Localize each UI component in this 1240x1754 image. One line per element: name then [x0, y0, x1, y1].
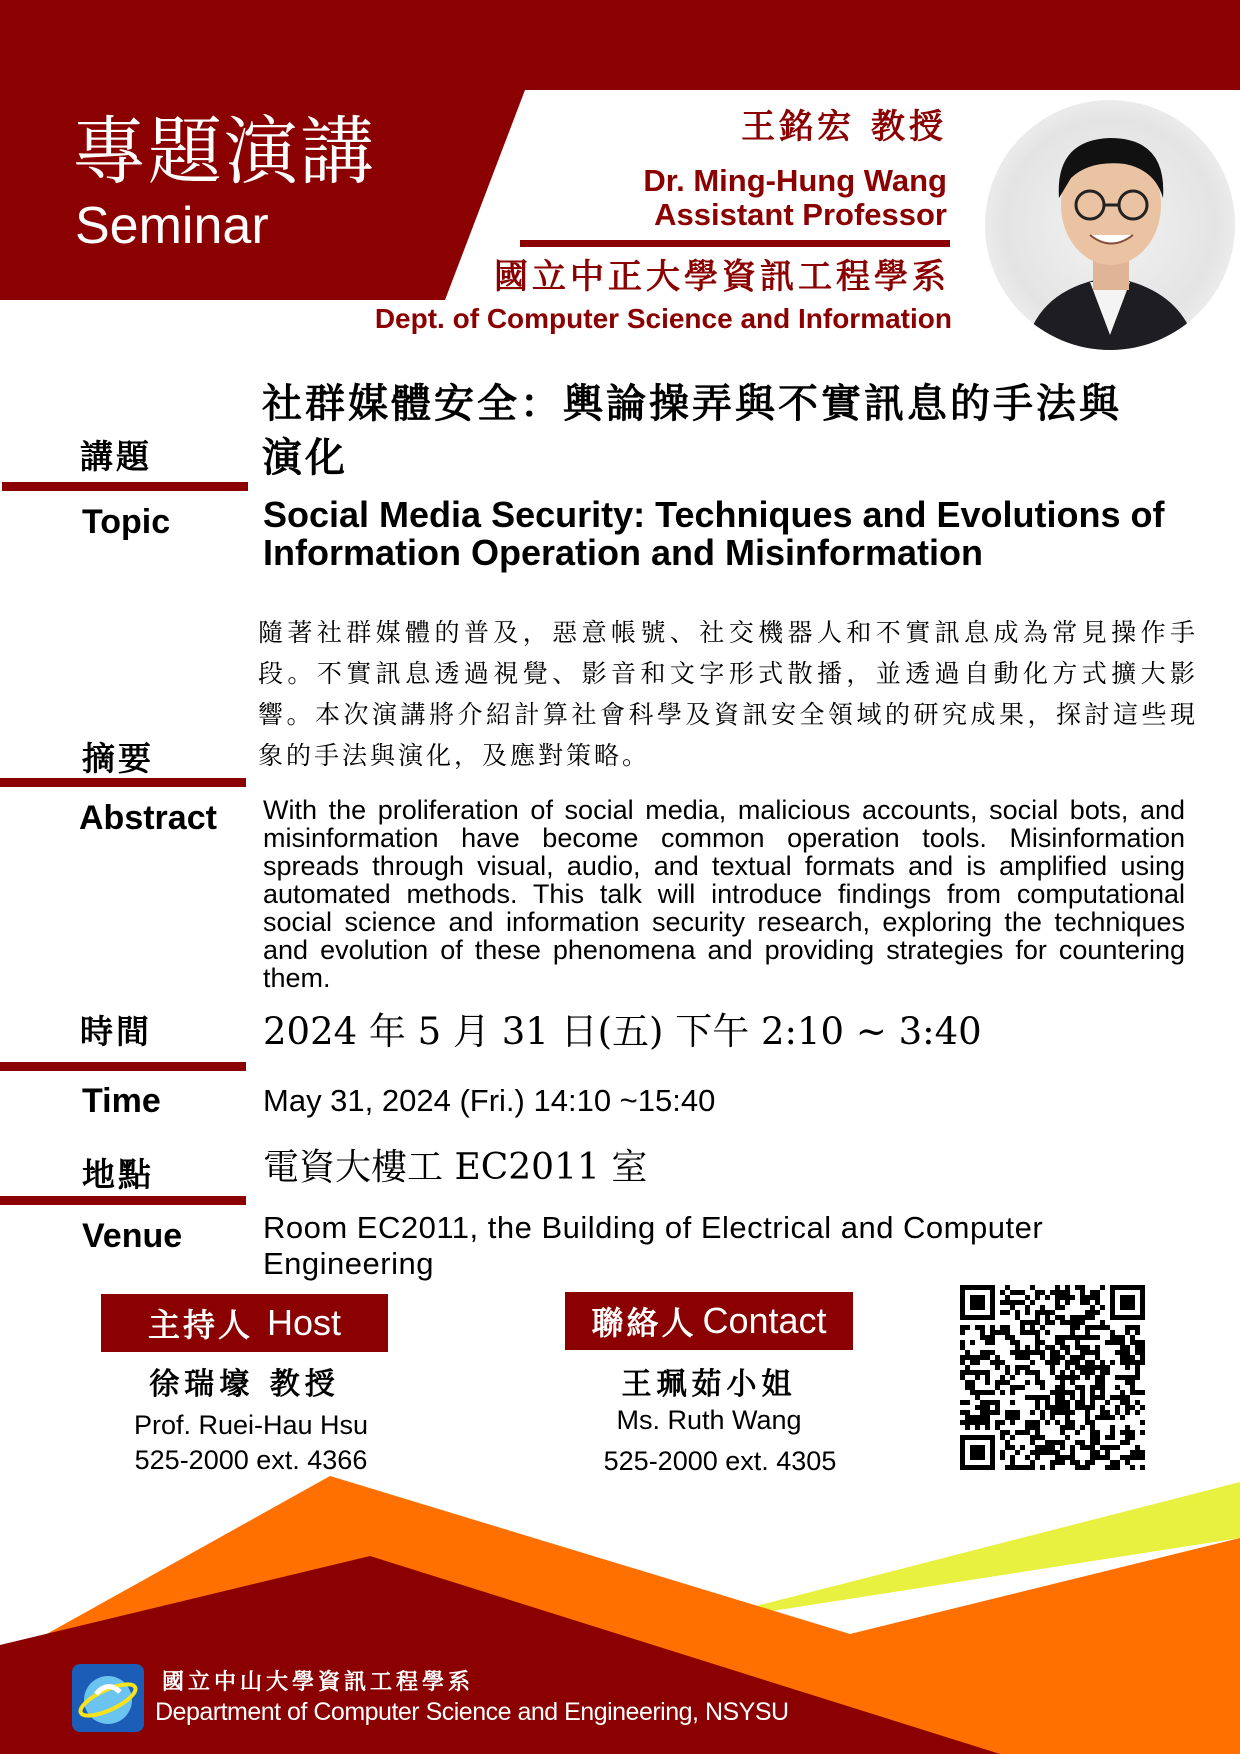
- speaker-title-en: Assistant Professor: [654, 197, 947, 232]
- topic-divider: [2, 482, 248, 491]
- contact-label-zh: 聯絡人: [591, 1304, 697, 1342]
- time-divider: [0, 1062, 246, 1071]
- host-name-zh: 徐瑞壕 教授: [149, 1367, 340, 1402]
- topic-text-en: Social Media Security: Techniques and Evolutions of Information Operation and Misinformation: [263, 494, 1165, 573]
- speaker-photo: [985, 100, 1235, 350]
- time-text-en: May 31, 2024 (Fri.) 14:10 ~15:40: [263, 1083, 716, 1118]
- time-label-en: Time: [82, 1082, 161, 1120]
- venue-text-zh: 電資大樓工 EC2011 室: [263, 1147, 648, 1188]
- contact-label-en: Contact: [702, 1300, 827, 1341]
- time-label-zh: 時間: [80, 1012, 152, 1051]
- contact-tag: [565, 1292, 853, 1350]
- speaker-dept-en: Dept. of Computer Science and Information: [374, 303, 952, 334]
- qr-finder-1: [1110, 1285, 1145, 1320]
- abstract-label-en: Abstract: [79, 799, 217, 837]
- host-label-en: Host: [266, 1302, 342, 1343]
- speaker-divider: [520, 240, 950, 247]
- host-label-zh: 主持人: [147, 1306, 253, 1344]
- venue-divider: [0, 1196, 246, 1205]
- nsysu-logo: [72, 1664, 144, 1732]
- seminar-title-en: Seminar: [75, 197, 269, 255]
- topic-label-zh: 講題: [80, 437, 152, 476]
- abstract-divider: [0, 778, 246, 787]
- footer-dept-zh: 國立中山大學資訊工程學系: [162, 1669, 475, 1695]
- speaker-name-zh: 王銘宏 教授: [741, 107, 947, 147]
- footer-dept-en: Department of Computer Science and Engineering, NSYSU: [155, 1698, 789, 1726]
- venue-label-zh: 地點: [82, 1155, 154, 1194]
- topic-text-zh: [262, 377, 1197, 485]
- time-text-zh: 2024 年 5 月 31 日(五) 下午 2:10 ~ 3:40: [263, 1010, 982, 1053]
- abstract-text-en: With the proliferation of social media, malicious accounts, social bots, and misinformation have become common operation tools. Misinformation spreads through visual, audio, and textual formats and is amplified using automated methods. This talk will introduce findings from computational social science and information security research, exploring the techniques and evolution of these phenomena and providing strategies for countering them.: [263, 795, 1185, 993]
- abstract-text-zh: 隨著社群媒體的普及，惡意帳號、社交機器人和不實訊息成為常見操作手段。不實訊息透過視覺、影音和文字形式散播，並透過自動化方式擴大影響。本次演講將介紹計算社會科學及資訊安全領域的研究成果，探討這些現象的手法與演化，及應對策略。: [258, 618, 1198, 770]
- host-phone: 525-2000 ext. 4366: [134, 1445, 368, 1475]
- venue-label-en: Venue: [82, 1217, 183, 1255]
- contact-name-en: Ms. Ruth Wang: [616, 1405, 802, 1435]
- venue-text-en: Room EC2011, the Building of Electrical and Computer Engineering: [263, 1210, 1044, 1281]
- topic-label-en: Topic: [82, 503, 171, 541]
- seminar-title-zh: 專題演講: [72, 109, 376, 195]
- abstract-label-zh: 摘要: [82, 739, 154, 778]
- qr-finder-0: [960, 1285, 995, 1320]
- speaker-name-en: Dr. Ming-Hung Wang: [643, 163, 947, 198]
- topic-text-zh-line2: 演化: [262, 434, 348, 481]
- speaker-name-block: [643, 164, 947, 232]
- topic-text-zh-line1: 社群媒體安全：輿論操弄與不實訊息的手法與: [262, 380, 1122, 427]
- speaker-dept-zh: 國立中正大學資訊工程學系: [494, 257, 950, 297]
- host-name-en: Prof. Ruei-Hau Hsu: [133, 1410, 369, 1440]
- contact-name-zh: 王珮茹小姐: [621, 1367, 797, 1402]
- contact-phone: 525-2000 ext. 4305: [603, 1446, 837, 1476]
- qr-code[interactable]: [960, 1285, 1145, 1470]
- host-tag: [101, 1294, 388, 1352]
